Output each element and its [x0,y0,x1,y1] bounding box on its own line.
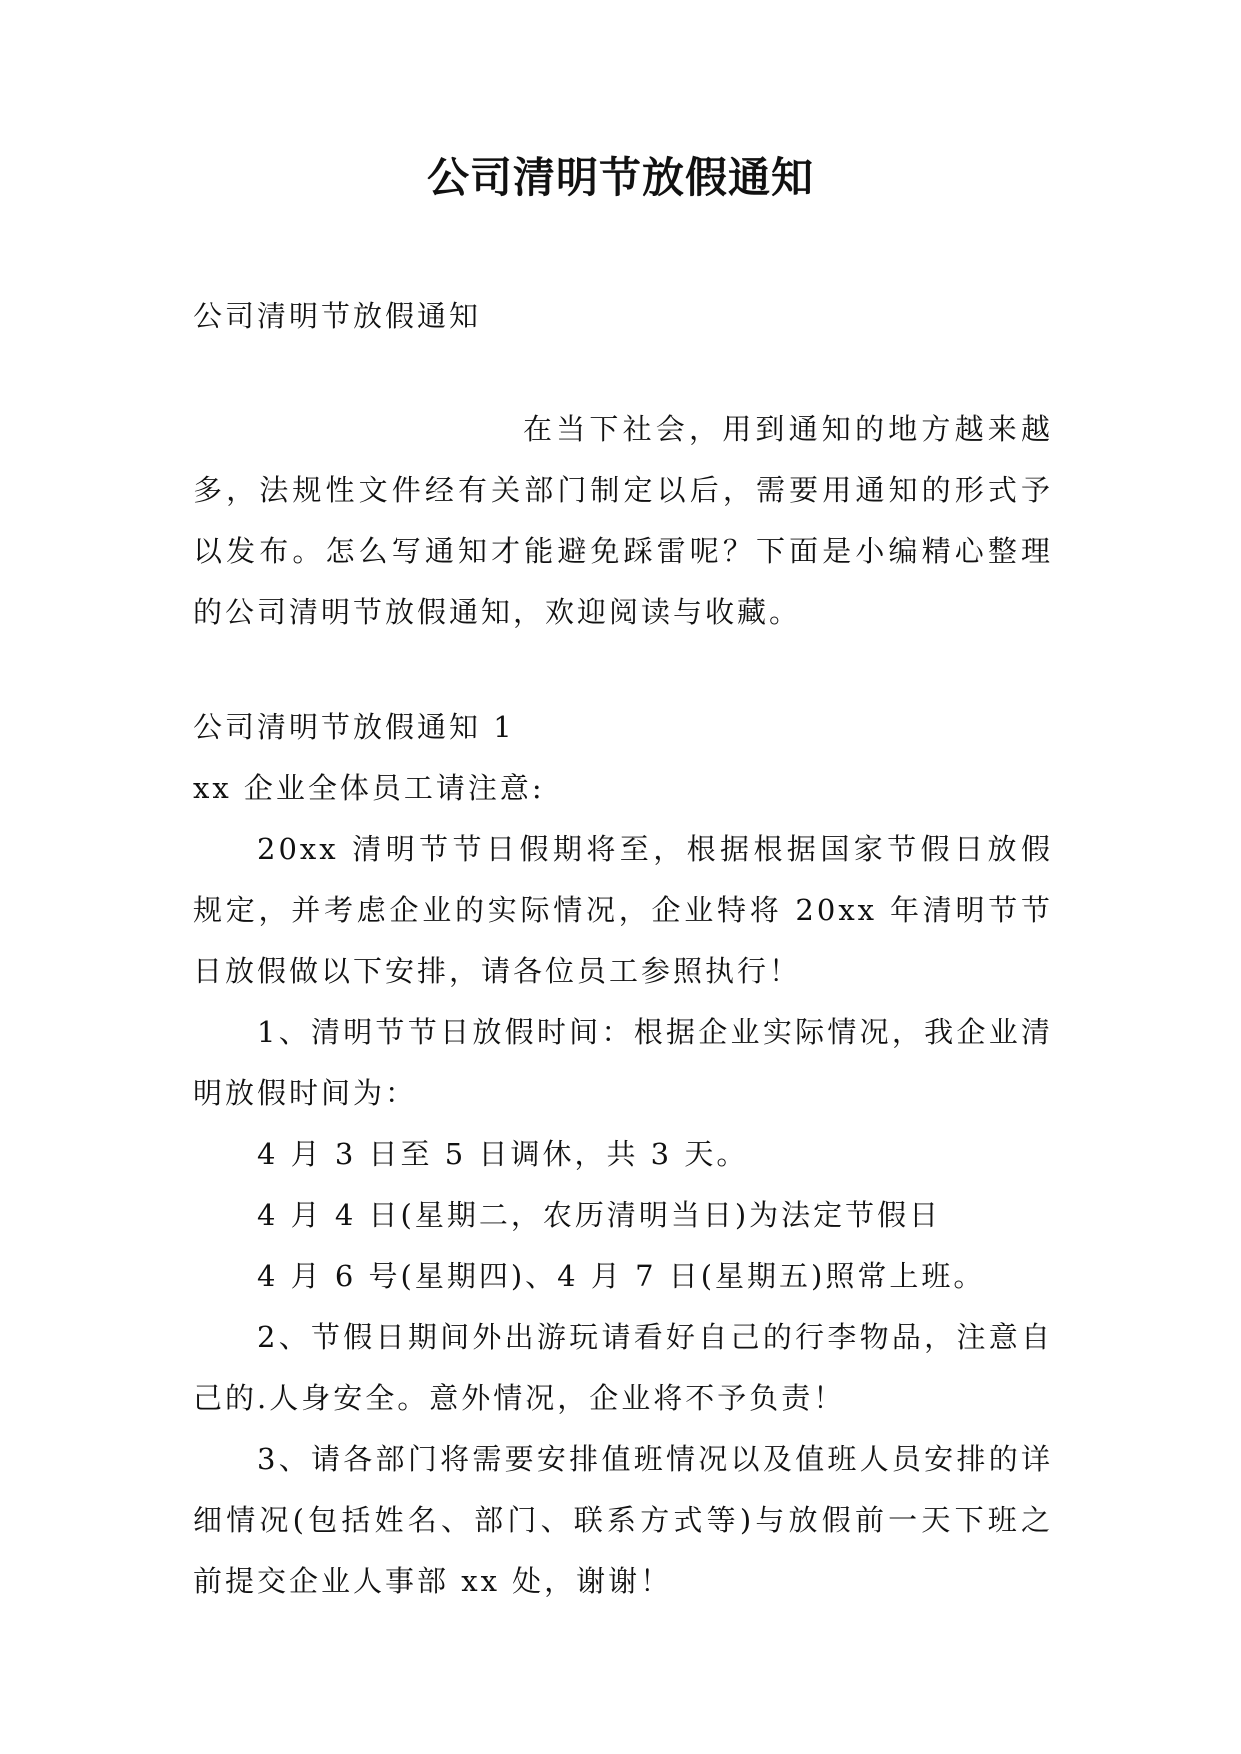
notice-paragraph: 4 月 3 日至 5 日调休，共 3 天。 [257,1137,749,1171]
notice-paragraph: 2、节假日期间外出游玩请看好自己的行李物品，注意自己的.人身安全。意外情况，企业将不予负责！ [193,1320,1053,1415]
document-title: 公司清明节放假通知 [426,153,814,202]
notice-paragraph: 20xx 清明节节日假期将至，根据根据国家节假日放假规定，并考虑企业的实际情况，企业特将 20xx 年清明节节日放假做以下安排，请各位员工参照执行！ [193,832,1053,988]
notice-body [193,819,1053,1612]
notice-paragraph: 4 月 4 日(星期二，农历清明当日)为法定节假日 [257,1198,942,1232]
notice-paragraph: 4 月 6 号(星期四)、4 月 7 日(星期五)照常上班。 [257,1259,986,1293]
notice-paragraph: 1、清明节节日放假时间：根据企业实际情况，我企业清明放假时间为： [193,1015,1053,1110]
addressee-line: xx 企业全体员工请注意: [193,771,545,805]
section-title: 公司清明节放假通知 1 [193,710,515,744]
notice-paragraph: 3、请各部门将需要安排值班情况以及值班人员安排的详细情况(包括姓名、部门、联系方式等)与放假前一天下班之前提交企业人事部 xx 处，谢谢！ [193,1442,1053,1598]
document-subtitle: 公司清明节放假通知 [193,299,482,333]
intro-paragraph: 在当下社会，用到通知的地方越来越多，法规性文件经有关部门制定以后，需要用通知的形式予以发布。怎么写通知才能避免踩雷呢？下面是小编精心整理的公司清明节放假通知，欢迎阅读与收藏。 [193,412,1053,629]
